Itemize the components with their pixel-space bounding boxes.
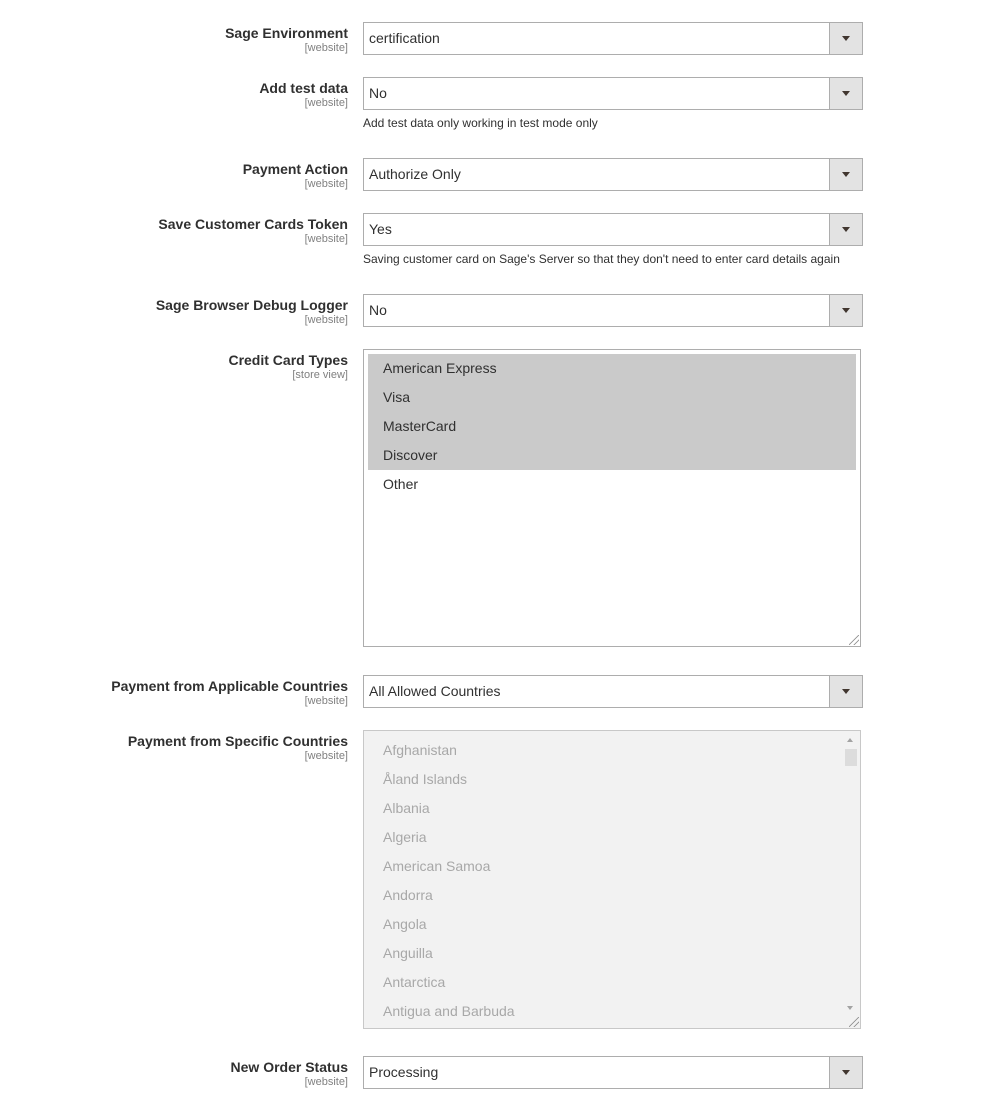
option: Anguilla <box>383 945 433 961</box>
dropdown-button[interactable] <box>829 159 862 190</box>
scope-hint: [website] <box>304 695 348 707</box>
chevron-down-icon <box>842 36 850 41</box>
add-test-data-note: Add test data only working in test mode only <box>363 116 598 130</box>
payment-action-select[interactable] <box>363 158 863 191</box>
select-value: Yes <box>369 221 392 237</box>
sage-environment-label <box>225 24 348 54</box>
label-text: Save Customer Cards Token <box>158 216 348 232</box>
label-text: Payment from Specific Countries <box>127 733 348 749</box>
scroll-down-icon[interactable] <box>847 1006 853 1010</box>
scope-hint: [website] <box>304 97 348 109</box>
option: Algeria <box>383 829 427 845</box>
scope-hint: [website] <box>304 233 348 245</box>
scrollbar[interactable] <box>844 733 858 1014</box>
chevron-down-icon <box>842 308 850 313</box>
option[interactable]: American Express <box>368 354 856 383</box>
scope-hint: [website] <box>304 1076 348 1088</box>
label-text: Sage Environment <box>225 25 348 41</box>
option[interactable]: MasterCard <box>368 412 856 441</box>
select-value: Processing <box>369 1064 439 1080</box>
select-value: Authorize Only <box>369 166 461 182</box>
dropdown-button[interactable] <box>829 295 862 326</box>
option: American Samoa <box>383 858 491 874</box>
dropdown-button[interactable] <box>829 214 862 245</box>
select-value: certification <box>369 30 440 46</box>
label-text: Add test data <box>259 80 348 96</box>
label-text: Payment from Applicable Countries <box>111 678 348 694</box>
scope-hint: [website] <box>304 42 348 54</box>
option: Andorra <box>383 887 433 903</box>
resize-handle-icon[interactable] <box>849 635 859 645</box>
payment-action-label <box>243 160 348 190</box>
option: Albania <box>383 800 430 816</box>
scope-hint: [website] <box>304 314 348 326</box>
select-value: All Allowed Countries <box>369 683 501 699</box>
add-test-data-label <box>259 79 348 109</box>
dropdown-button[interactable] <box>829 1057 862 1088</box>
specific-countries-multiselect[interactable] <box>363 730 861 1029</box>
applicable-countries-select[interactable] <box>363 675 863 708</box>
new-order-status-select[interactable] <box>363 1056 863 1089</box>
scope-hint: [website] <box>304 750 348 762</box>
credit-card-types-label <box>228 351 348 381</box>
option: Åland Islands <box>383 771 468 787</box>
option: Afghanistan <box>383 742 457 758</box>
save-cards-token-select[interactable] <box>363 213 863 246</box>
option[interactable]: Other <box>383 476 419 492</box>
label-text: Credit Card Types <box>228 352 348 368</box>
add-test-data-select[interactable] <box>363 77 863 110</box>
applicable-countries-label <box>111 677 348 707</box>
label-text: Sage Browser Debug Logger <box>155 297 348 313</box>
dropdown-button[interactable] <box>829 676 862 707</box>
label-text: Payment Action <box>242 161 348 177</box>
dropdown-button[interactable] <box>829 78 862 109</box>
chevron-down-icon <box>842 227 850 232</box>
label-text: New Order Status <box>230 1059 348 1075</box>
option: Antarctica <box>383 974 446 990</box>
select-value: No <box>369 302 387 318</box>
save-cards-token-label <box>158 215 348 245</box>
option[interactable]: Visa <box>368 383 856 412</box>
chevron-down-icon <box>842 1070 850 1075</box>
scroll-up-icon[interactable] <box>847 738 853 742</box>
scrollbar-thumb[interactable] <box>845 749 857 766</box>
specific-countries-label <box>128 732 348 762</box>
option: Antigua and Barbuda <box>383 1003 515 1019</box>
debug-logger-select[interactable] <box>363 294 863 327</box>
option: Angola <box>383 916 427 932</box>
scope-hint: [website] <box>304 178 348 190</box>
scope-hint: [store view] <box>292 369 348 381</box>
chevron-down-icon <box>842 689 850 694</box>
resize-handle-icon[interactable] <box>849 1017 859 1027</box>
credit-card-types-multiselect[interactable] <box>363 349 861 647</box>
option[interactable]: Discover <box>368 441 856 470</box>
chevron-down-icon <box>842 172 850 177</box>
debug-logger-label <box>156 296 348 326</box>
new-order-status-label <box>231 1058 348 1088</box>
save-cards-token-note: Saving customer card on Sage's Server so that they don't need to enter card details again <box>363 252 840 266</box>
dropdown-button[interactable] <box>829 23 862 54</box>
chevron-down-icon <box>842 91 850 96</box>
sage-environment-select[interactable] <box>363 22 863 55</box>
select-value: No <box>369 85 387 101</box>
